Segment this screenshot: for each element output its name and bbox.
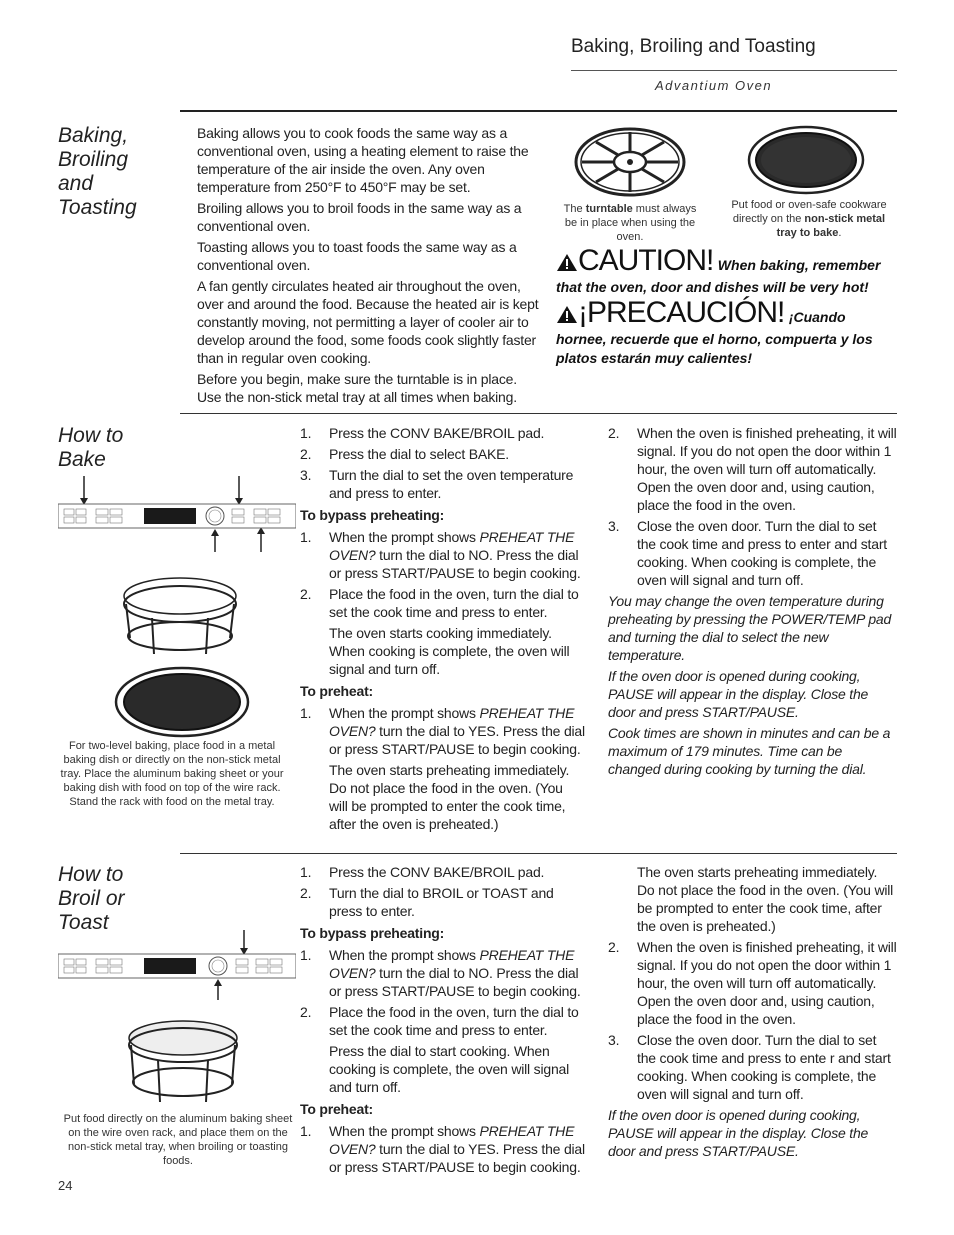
turntable-caption bbox=[562, 202, 698, 244]
step-text: Place the food in the oven, turn the dial to set the cook time and press to enter. bbox=[329, 586, 579, 620]
subheading: To preheat: bbox=[300, 683, 373, 699]
step-text: Press the CONV BAKE/BROIL pad. bbox=[329, 425, 545, 441]
step-item bbox=[300, 704, 585, 758]
title-line: Broiling bbox=[58, 148, 129, 171]
step-text: When the oven is finished preheating, it will signal. If you do not open the door within 1 hour, the oven will turn off automatically. Open the oven door and, using caution, place the food in the oven. bbox=[637, 939, 897, 1027]
title-line: Bake bbox=[58, 448, 106, 471]
title-line: How to bbox=[58, 863, 124, 886]
step-number: 2. bbox=[300, 586, 312, 602]
subheading: To preheat: bbox=[300, 1101, 373, 1117]
step-number: 2. bbox=[300, 885, 312, 901]
step-number: 3. bbox=[608, 518, 620, 534]
step-number: 1. bbox=[300, 1123, 312, 1139]
step-text: Turn the dial to BROIL or TOAST and press to enter. bbox=[329, 885, 554, 919]
step-number: 1. bbox=[300, 947, 312, 963]
header-rule bbox=[571, 70, 897, 71]
note: If the oven door is opened during cooking, PAUSE will appear in the display. Close the door and press START/PAUSE. bbox=[608, 1107, 869, 1159]
broil-instructions bbox=[300, 863, 590, 1179]
step-item bbox=[300, 1003, 590, 1039]
step-text: Close the oven door. Turn the dial to set the cook time and press to enter and start cooking. When cooking is complete, the oven will signal and turn off. bbox=[637, 518, 887, 588]
subheading: To bypass preheating: bbox=[300, 925, 445, 941]
control-panel-illustration bbox=[58, 474, 296, 554]
caption-bold: non-stick metal tray to bake bbox=[776, 213, 886, 239]
step-number: 1. bbox=[300, 864, 312, 880]
step-text: turn the dial to YES. Press the dial or press START/PAUSE to begin cooking. bbox=[329, 723, 585, 757]
step-text: turn the dial to NO. Press the dial or press START/PAUSE to begin cooking. bbox=[329, 965, 581, 999]
step-number: 3. bbox=[608, 1032, 620, 1048]
step-number: 1. bbox=[300, 529, 312, 545]
control-panel-illustration bbox=[58, 928, 296, 1002]
step-continuation: Press the dial to start cooking. When cooking is complete, the oven will signal and turn off. bbox=[329, 1043, 570, 1095]
step-continuation: The oven starts preheating immediately. Do not place the food in the oven. (You will be prompted to enter the cook time, after the oven is preheated.) bbox=[637, 864, 894, 934]
preheat-steps bbox=[300, 1122, 590, 1176]
intro-paragraph: Toasting allows you to toast foods the same way as a conventional oven. bbox=[197, 239, 517, 273]
bake-instructions-continued bbox=[608, 424, 898, 781]
step-number: 1. bbox=[300, 705, 312, 721]
step-item bbox=[608, 424, 898, 514]
step-text: When the oven is finished preheating, it will signal. If you do not open the door within 1 hour, the oven will turn off automatically. Open the oven door and, using caution, place the food in the oven. bbox=[637, 425, 897, 513]
step-item bbox=[300, 466, 585, 502]
title-line: Broil or bbox=[58, 887, 125, 910]
turntable-illustration bbox=[572, 124, 688, 200]
metal-tray-illustration bbox=[112, 664, 252, 740]
step-continuation: The oven starts preheating immediately. Do not place the food in the oven. (You will be prompted to enter the cook time, after the oven is preheated.) bbox=[329, 762, 570, 832]
step-text: When the prompt shows bbox=[329, 1123, 480, 1139]
caption-bold: turntable bbox=[585, 203, 633, 215]
title-line: and bbox=[58, 172, 94, 195]
step-item bbox=[300, 424, 585, 442]
step-text: Place the food in the oven, turn the dial to set the cook time and press to enter. bbox=[329, 1004, 579, 1038]
step-text: Turn the dial to set the oven temperature and press to enter. bbox=[329, 467, 574, 501]
step-text: When the prompt shows bbox=[329, 705, 480, 721]
precaucion-word: ¡PRECAUCIÓN! bbox=[578, 296, 785, 329]
prompt-text: PREHEAT THE OVEN? bbox=[329, 947, 575, 981]
step-number: 2. bbox=[300, 1004, 312, 1020]
bake-caption: For two-level baking, place food in a metal baking dish or directly on the non-stick metal tray. Place the aluminum baking sheet or your baking dish with food on top of the wire rack. Stand the rack with food on the metal tray. bbox=[60, 740, 284, 808]
step-item bbox=[300, 445, 585, 463]
intro-paragraph: A fan gently circulates heated air throughout the oven, over and around the food. Because the heated air is kept constantly moving, not permitting a layer of cooler air to develop around the food, some foods cook slightly faster than in regular oven cooking. bbox=[197, 278, 539, 366]
intro-paragraph: Before you begin, make sure the turntable is in place. Use the non-stick metal tray at all times when baking. bbox=[197, 371, 517, 405]
note: Cook times are shown in minutes and can be a maximum of 179 minutes. Time can be changed during cooking by turning the dial. bbox=[608, 725, 891, 777]
step-number: 2. bbox=[608, 425, 620, 441]
step-item bbox=[300, 528, 585, 582]
broil-caption: Put food directly on the aluminum baking sheet on the wire oven rack, and place them on the non-stick metal tray, when broiling or toasting foods. bbox=[63, 1113, 293, 1167]
bake-instructions bbox=[300, 424, 585, 836]
caution-text: When baking, remember that the oven, door and dishes will be very hot! bbox=[556, 257, 881, 295]
precaucion-block bbox=[556, 296, 896, 368]
bypass-steps bbox=[300, 528, 585, 621]
title-line: Toasting bbox=[58, 196, 137, 219]
caption-text: Put food or oven-safe cookware directly on the bbox=[731, 199, 887, 225]
warning-icon bbox=[556, 253, 578, 272]
step-number: 2. bbox=[608, 939, 620, 955]
tray-caption bbox=[726, 198, 892, 240]
caption-text: The bbox=[563, 203, 586, 215]
page-number: 24 bbox=[58, 1178, 73, 1193]
title-line: How to bbox=[58, 424, 124, 447]
bypass-steps bbox=[300, 946, 590, 1039]
intro-body bbox=[197, 124, 542, 409]
bake-steps bbox=[300, 424, 585, 502]
step-text: turn the dial to YES. Press the dial or press START/PAUSE to begin cooking. bbox=[329, 1141, 585, 1175]
note: If the oven door is opened during cooking, PAUSE will appear in the display. Close the door and press START/PAUSE. bbox=[608, 668, 869, 720]
step-text: When the prompt shows bbox=[329, 529, 480, 545]
prompt-text: PREHEAT THE OVEN? bbox=[329, 705, 575, 739]
metal-tray-illustration bbox=[746, 124, 866, 196]
preheat-steps bbox=[300, 704, 585, 758]
step-item bbox=[300, 863, 590, 881]
step-text: When the prompt shows bbox=[329, 947, 480, 963]
step-item bbox=[300, 1122, 590, 1176]
caption-text: must always be in place when using the oven. bbox=[564, 203, 697, 243]
bake-section-title bbox=[58, 424, 123, 472]
broil-section-title bbox=[58, 863, 125, 935]
step-item bbox=[608, 517, 898, 589]
step-item bbox=[300, 884, 590, 920]
step-item bbox=[300, 585, 585, 621]
step-number: 2. bbox=[300, 446, 312, 462]
step-number: 1. bbox=[300, 425, 312, 441]
step-text: turn the dial to NO. Press the dial or press START/PAUSE to begin cooking. bbox=[329, 547, 581, 581]
broil-steps bbox=[300, 863, 590, 920]
caution-block bbox=[556, 244, 896, 297]
intro-paragraph: Baking allows you to cook foods the same way as a conventional oven, using a heating element to raise the temperature of the air inside the oven. Any oven temperature from 250°F to 450°F may be set. bbox=[197, 125, 529, 195]
step-text: Press the CONV BAKE/BROIL pad. bbox=[329, 864, 545, 880]
preheat-steps bbox=[608, 938, 898, 1103]
section-divider bbox=[180, 110, 897, 112]
warning-icon bbox=[556, 305, 578, 324]
section-divider bbox=[180, 853, 897, 854]
intro-paragraph: Broiling allows you to broil foods in the same way as a conventional oven. bbox=[197, 200, 522, 234]
title-line: Toast bbox=[58, 911, 109, 934]
step-text: Close the oven door. Turn the dial to set the cook time and press to ente r and start cooking. When cooking is complete, the oven will signal and turn off. bbox=[637, 1032, 891, 1102]
title-line: Baking, bbox=[58, 124, 129, 147]
subheading: To bypass preheating: bbox=[300, 507, 445, 523]
prompt-text: PREHEAT THE OVEN? bbox=[329, 529, 575, 563]
section-divider bbox=[180, 413, 897, 414]
preheat-steps bbox=[608, 424, 898, 589]
page-header-subtitle: Advantium Oven bbox=[655, 78, 773, 93]
step-text: Press the dial to select BAKE. bbox=[329, 446, 509, 462]
caution-word: CAUTION! bbox=[578, 244, 714, 277]
step-item bbox=[608, 938, 898, 1028]
wire-rack-illustration bbox=[122, 1018, 244, 1106]
intro-section-title bbox=[58, 124, 137, 220]
prompt-text: PREHEAT THE OVEN? bbox=[329, 1123, 575, 1157]
step-item bbox=[300, 946, 590, 1000]
note: You may change the oven temperature during preheating by pressing the POWER/TEMP pad and turning the dial to select the new temperature. bbox=[608, 593, 892, 663]
wire-rack-illustration bbox=[112, 574, 248, 658]
step-number: 3. bbox=[300, 467, 312, 483]
step-continuation: The oven starts cooking immediately. When cooking is complete, the oven will signal and turn off. bbox=[329, 625, 570, 677]
precaucion-text: ¡Cuando hornee, recuerde que el horno, compuerta y los platos estarán muy calientes! bbox=[556, 309, 873, 366]
step-item bbox=[608, 1031, 898, 1103]
broil-instructions-continued bbox=[608, 863, 898, 1163]
caption-text: . bbox=[838, 227, 842, 239]
page-header-title: Baking, Broiling and Toasting bbox=[571, 36, 816, 57]
